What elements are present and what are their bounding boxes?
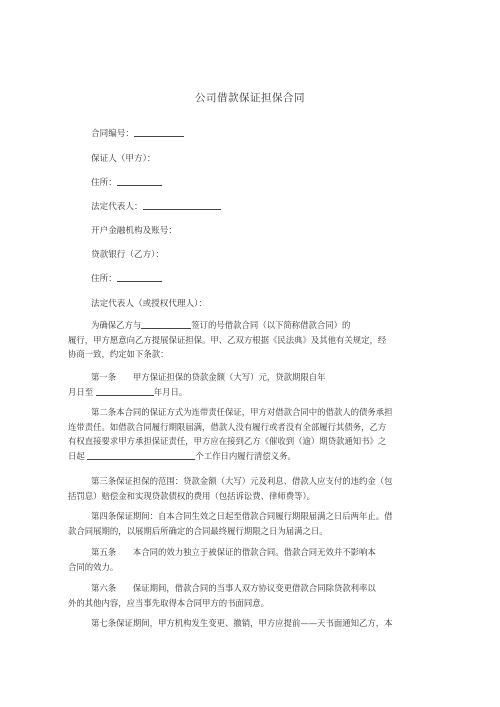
clause-intro-line: 履行，甲方愿意向乙方提展保证担保。甲、乙双方根据《民法典》及其他有关规定，经: [68, 334, 387, 345]
legal-rep-label: 法定代表人：: [91, 202, 143, 212]
clause-1-line: 月日至 年月日。: [68, 386, 188, 397]
clause-1: [68, 370, 326, 399]
clause-5-line: 合同的效力。: [68, 561, 119, 572]
clause-5: [68, 545, 376, 574]
clause-5-line: 第五条 本合同的效力独立于被保证的借款合同。借款合同无效并不影响本: [91, 547, 376, 557]
clause-intro-line: 为确保乙方与 签订的号借款合同（以下简称借款合同）的: [91, 320, 351, 330]
contract-number-field: [91, 127, 184, 139]
address-field-2: [91, 272, 162, 284]
lender-label: 贷款银行（乙方）：: [91, 250, 165, 260]
address-label-2: 住所：: [91, 274, 117, 284]
contract-number-label: 合同编号：: [91, 129, 134, 139]
clause-2-line: 连带责任。如借款合同履行期限届满，借款人没有履行或者没有全部履行其债务，乙方: [68, 421, 387, 432]
legal-rep-field-2: [91, 297, 207, 309]
address-blank-2: [117, 273, 162, 282]
clause-2-line: 第二条本合同的保证方式为连带责任保证，甲方对借款合同中的借款人的债务承担: [91, 407, 393, 417]
address-blank-1: [117, 177, 162, 186]
clause-2-line: 有权直接要求甲方承担保证责任，甲方应在接到乙方《催收到（逾）期贷款通知书》之: [68, 436, 387, 447]
legal-rep-label-2: 法定代表人（或授权代理人）：: [91, 299, 208, 309]
clause-4-line: 第四条保证期间：自本合同生效之日起至借款合同履行期限届满之日后两年止。借: [91, 511, 393, 521]
guarantor-field: [91, 152, 155, 164]
clause-7: [68, 616, 393, 631]
guarantor-label: 保证人（甲方）：: [91, 154, 156, 164]
clause-2-line: 日起 个工作日内履行清偿义务。: [68, 450, 296, 461]
clause-intro-line: 协商一致，约定如下条款：: [68, 349, 169, 360]
party-name-blank: [141, 320, 191, 329]
legal-rep-blank: [143, 201, 221, 210]
clause-6-line: 第六条 保证期间，借款合同的当事人双方协议变更借款合同除贷款利率以: [91, 583, 376, 593]
clause-4-line: 款合同展期的，以展期后所确定的合同最终履行期限之日为届满之日。: [68, 525, 328, 536]
clause-2: [68, 405, 393, 463]
workdays-blank: [87, 451, 195, 460]
bank-account-label: 开户金融机构及账号：: [91, 226, 177, 236]
document-title: 公司借款保证担保合同: [195, 92, 305, 104]
legal-rep-field: [91, 200, 221, 212]
clause-3-line: 括罚息）赔偿金和实现贷款债权的费用（包括诉讼费、律师费等）。: [68, 490, 316, 501]
date-blank: [96, 387, 154, 396]
clause-6-line: 外的其他内容，应当事先取得本合同甲方的书面同意。: [68, 597, 269, 608]
clause-1-line: 第一条 甲方保证担保的贷款金额（大写）元，贷款期限自年: [91, 372, 326, 382]
clause-3: [68, 474, 393, 503]
clause-7-line: 第七条保证期间，甲方机构发生变更、撤销，甲方应提前——天书面通知乙方，本: [91, 618, 393, 628]
bank-account-field: [91, 224, 177, 236]
contract-number-blank: [134, 128, 184, 137]
clause-4: [68, 509, 393, 538]
lender-field: [91, 248, 164, 260]
clause-6: [68, 581, 376, 610]
clause-3-line: 第三条保证担保的范围：贷款金额（大写）元及利息、借款人应支付的违约金（包: [91, 476, 393, 486]
clause-intro: [68, 318, 386, 362]
address-field-1: [91, 176, 162, 188]
address-label-1: 住所：: [91, 178, 117, 188]
